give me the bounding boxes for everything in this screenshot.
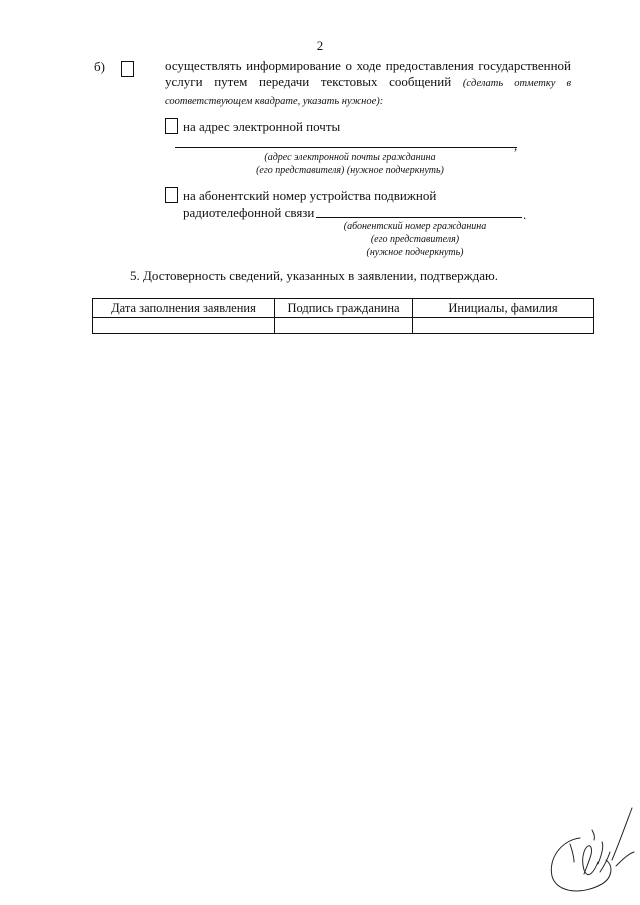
signature-table [92, 298, 594, 334]
item-text: осуществлять информирование о ходе предоставления государственной услуги путем передачи текстовых сообщений [165, 58, 571, 89]
phone-note-line: (абонентский номер гражданина [343, 221, 487, 232]
header-name: Инициалы, фамилия [413, 299, 594, 318]
email-option-label: на адрес электронной почты [183, 119, 341, 134]
phone-note-line: (нужное подчеркнуть) [366, 247, 464, 258]
email-note-line: (его представителя) (нужное подчеркнуть) [256, 165, 444, 176]
handwritten-signature [540, 800, 640, 900]
phone-line-end: . [523, 207, 527, 222]
cell-name[interactable] [413, 318, 594, 334]
cell-date[interactable] [93, 318, 275, 334]
table-header-row [93, 299, 594, 318]
email-line-end: , [514, 138, 518, 153]
table-row [93, 318, 594, 334]
phone-note-line: (его представителя) [370, 234, 460, 245]
email-note-line: (адрес электронной почты гражданина [264, 152, 436, 163]
phone-option-label-cont: радиотелефонной связи [183, 205, 315, 220]
cell-signature[interactable] [275, 318, 413, 334]
phone-option-label: на абонентский номер устройства подвижной [183, 188, 437, 203]
phone-note [330, 220, 500, 259]
item-hint: (сделать отметку в соответствующем квадрате, указать нужное): [165, 78, 572, 107]
page-number: 2 [316, 38, 324, 53]
phone-option-checkbox[interactable] [165, 187, 178, 203]
item-paragraph [165, 58, 571, 110]
confirmation-statement: 5. Достоверность сведений, указанных в заявлении, подтверждаю. [130, 268, 498, 283]
item-checkbox[interactable] [121, 61, 134, 77]
email-note [230, 151, 470, 177]
header-date: Дата заполнения заявления [93, 299, 275, 318]
phone-fill-line[interactable] [316, 217, 522, 218]
email-fill-line[interactable] [175, 147, 517, 148]
item-letter: б) [94, 59, 105, 74]
header-signature: Подпись гражданина [275, 299, 413, 318]
email-option-checkbox[interactable] [165, 118, 178, 134]
